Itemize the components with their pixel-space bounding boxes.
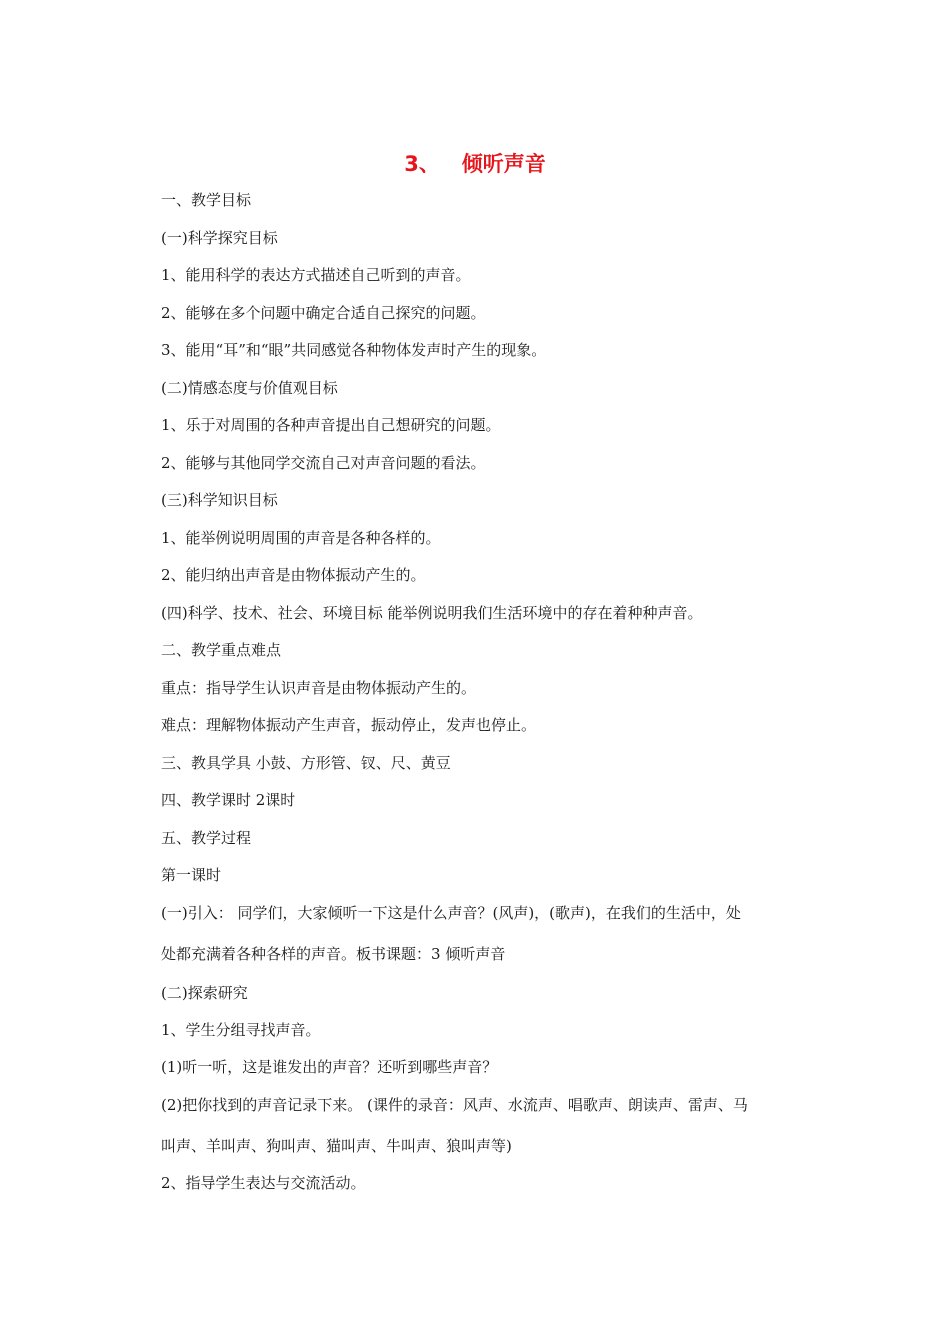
intro-paragraph [161, 893, 841, 975]
section-heading-process: 五、教学过程 [161, 829, 252, 847]
subsection-inquiry-goals: (一)科学探究目标 [161, 229, 278, 247]
knowledge-goal-1: 1、能举例说明周围的声音是各种各样的。 [161, 529, 441, 547]
section-class-hours: 四、教学课时 2课时 [161, 791, 296, 809]
intro-line-2: 处都充满着各种各样的声音。板书课题：3 倾听声音 [161, 945, 506, 963]
explore-step-1b-line-2: 叫声、羊叫声、狗叫声、猫叫声、牛叫声、狼叫声等) [161, 1137, 512, 1155]
inquiry-goal-2: 2、能够在多个问题中确定合适自己探究的问题。 [161, 304, 486, 322]
section-heading-goals: 一、教学目标 [161, 191, 252, 209]
document-title: 3、 倾听声音 [404, 152, 546, 176]
attitude-goal-1: 1、乐于对周围的各种声音提出自己想研究的问题。 [161, 416, 501, 434]
section-teaching-tools: 三、教具学具 小鼓、方形管、钗、尺、黄豆 [161, 754, 451, 772]
explore-step-1: 1、学生分组寻找声音。 [161, 1021, 321, 1039]
explore-step-2: 2、指导学生表达与交流活动。 [161, 1174, 366, 1192]
explore-step-1a: (1)听一听，这是谁发出的声音？还听到哪些声音？ [161, 1058, 498, 1076]
attitude-goal-2: 2、能够与其他同学交流自己对声音问题的看法。 [161, 454, 486, 472]
intro-line-1: (一)引入： 同学们，大家倾听一下这是什么声音？(风声)，(歌声)，在我们的生活中，处 [161, 904, 741, 922]
explore-step-1b-paragraph [161, 1085, 841, 1167]
explore-heading: (二)探索研究 [161, 984, 248, 1002]
inquiry-goal-1: 1、能用科学的表达方式描述自己听到的声音。 [161, 266, 471, 284]
difficult-point: 难点：理解物体振动产生声音，振动停止，发声也停止。 [161, 716, 537, 734]
explore-step-1b-line-1: (2)把你找到的声音记录下来。 (课件的录音：风声、水流声、唱歌声、朗读声、雷声、马 [161, 1096, 748, 1114]
subsection-sts-goals: (四)科学、技术、社会、环境目标 能举例说明我们生活环境中的存在着种种声音。 [161, 604, 703, 622]
knowledge-goal-2: 2、能归纳出声音是由物体振动产生的。 [161, 566, 426, 584]
inquiry-goal-3: 3、能用“耳”和“眼”共同感觉各种物体发声时产生的现象。 [161, 341, 547, 359]
subsection-attitude-goals: (二)情感态度与价值观目标 [161, 379, 338, 397]
section-heading-key-points: 二、教学重点难点 [161, 641, 282, 659]
key-point: 重点：指导学生认识声音是由物体振动产生的。 [161, 679, 477, 697]
subsection-knowledge-goals: (三)科学知识目标 [161, 491, 278, 509]
first-lesson-heading: 第一课时 [161, 866, 222, 884]
